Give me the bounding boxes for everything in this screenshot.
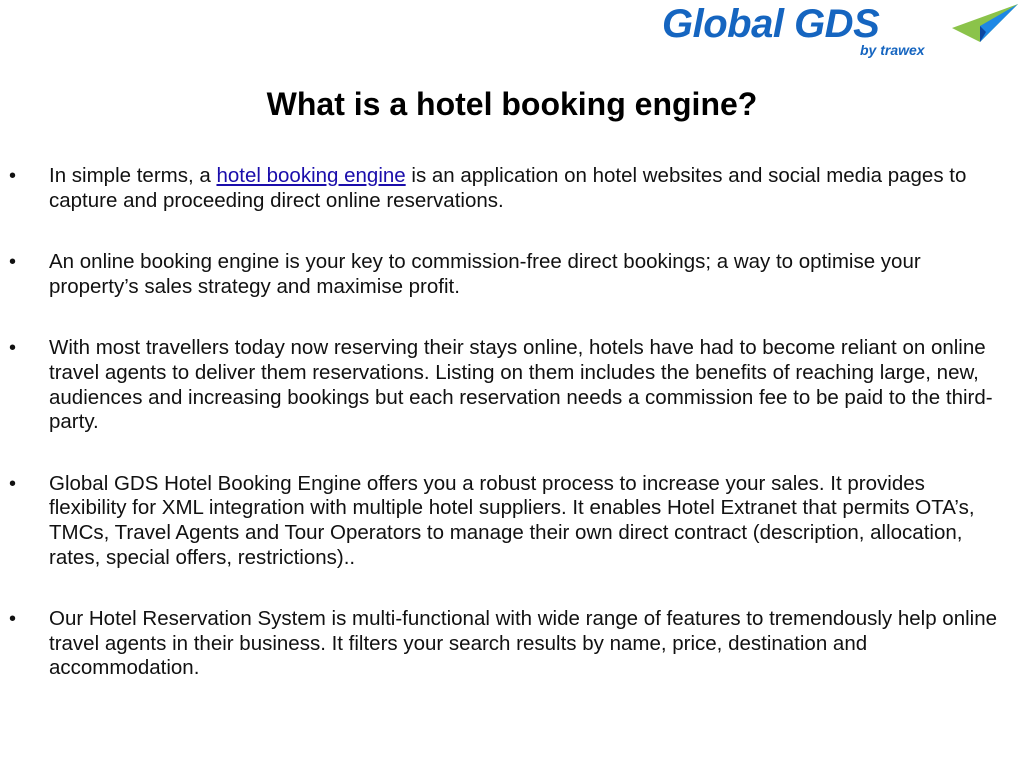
bullet-glyph: • — [9, 337, 17, 360]
bullet-item-5 — [0, 607, 1024, 681]
bullet-glyph: • — [9, 165, 17, 187]
bullet-glyph: • — [9, 251, 17, 274]
slide-title: What is a hotel booking engine? — [266, 86, 758, 122]
bullet-item-4 — [0, 472, 1024, 570]
hotel-booking-engine-link[interactable]: hotel booking engine — [216, 164, 406, 187]
bullet-text: With most travellers today now reserving their stays online, hotels have had to become reliant on online travel agents to deliver them reservations. Listing on them includes the benefits of reaching large, new, audiences and increasing bookings but each reservation needs a commission fee to be paid to the third-party. — [49, 336, 993, 434]
bullet-list — [0, 164, 1024, 718]
bullet-glyph: • — [9, 472, 17, 495]
paper-plane-icon — [950, 2, 1020, 48]
global-gds-logo — [662, 2, 1024, 64]
logo-brand-text: Global GDS — [662, 2, 880, 46]
bullet-glyph: • — [9, 608, 17, 631]
bullet-item-3 — [0, 336, 1024, 434]
bullet-text-before-link: In simple terms, a — [49, 164, 217, 187]
bullet-item-1 — [0, 164, 1024, 213]
bullet-text: Our Hotel Reservation System is multi-functional with wide range of features to tremendously help online travel agents in their business. It filters your search results by name, price, destination and accommodation. — [49, 607, 998, 680]
bullet-item-2 — [0, 250, 1024, 299]
bullet-text-after-link: is an application on hotel websites and social media pages to capture and proceeding direct online reservations. — [49, 164, 967, 212]
bullet-text: Global GDS Hotel Booking Engine offers you a robust process to increase your sales. It provides flexibility for XML integration with multiple hotel suppliers. It enables Hotel Extranet that permits OTA’s, TMCs, Travel Agents and Tour Operators to manage their own direct contract (description, allocation, rates, special offers, restrictions).. — [49, 471, 975, 569]
logo-tagline: by trawex — [860, 42, 925, 58]
bullet-text: An online booking engine is your key to commission-free direct bookings; a way to optimise your property’s sales strategy and maximise profit. — [49, 250, 921, 298]
